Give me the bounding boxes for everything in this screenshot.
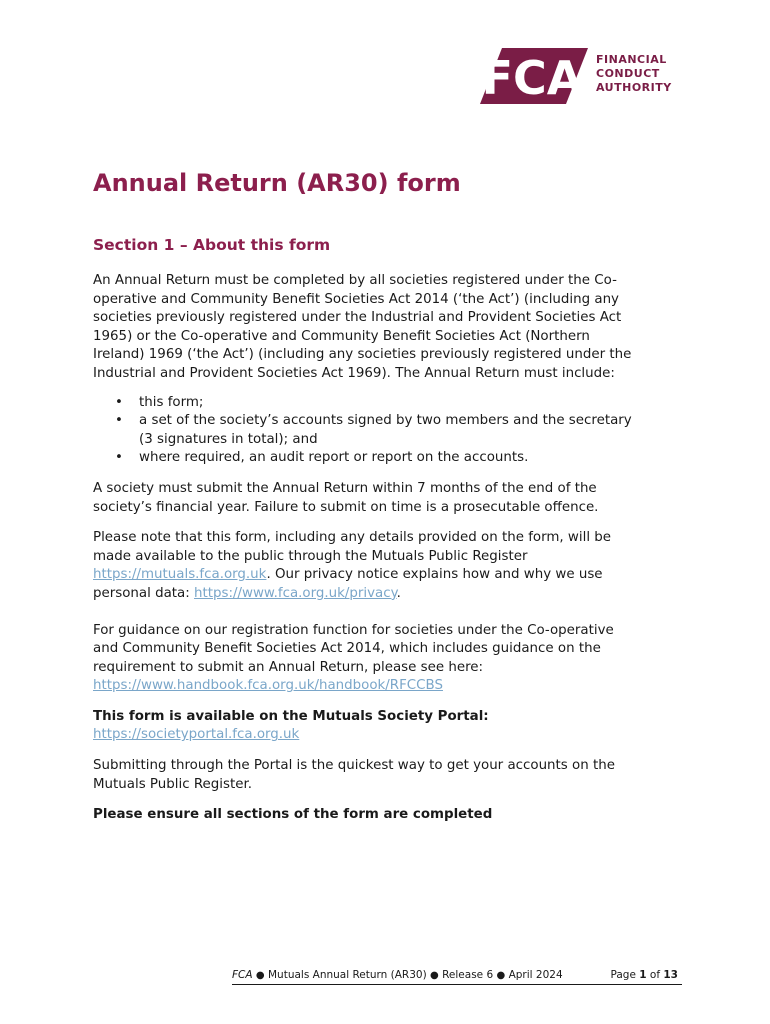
footer-separator-icon: ● — [496, 970, 506, 981]
page-footer — [232, 968, 682, 985]
logo-word-1: FINANCIAL — [596, 53, 667, 66]
note-line: made available to the public through the Mutuals Public Register — [93, 548, 528, 564]
ensure-text: Please ensure all sections of the form are completed — [93, 807, 493, 823]
fca-logo-mark-icon — [480, 48, 588, 104]
bullet-icon: • — [115, 450, 123, 466]
mutuals-register-link[interactable]: https://mutuals.fca.org.uk — [93, 567, 267, 583]
footer-date: April 2024 — [508, 969, 563, 981]
page-current: 1 — [639, 969, 647, 981]
portal-quickest-paragraph — [93, 757, 693, 794]
handbook-link[interactable]: https://www.handbook.fca.org.uk/handbook/RFCCBS — [93, 678, 443, 694]
note-text: . Our privacy notice explains how and why we use — [266, 567, 603, 583]
quick-line: Mutuals Public Register. — [93, 776, 252, 792]
page-title: Annual Return (AR30) form — [93, 169, 461, 197]
privacy-notice-link[interactable]: https://www.fca.org.uk/privacy — [194, 585, 397, 601]
guidance-line: and Community Benefit Societies Act 2014, which includes guidance on the — [93, 641, 601, 657]
public-register-paragraph — [93, 529, 693, 603]
portal-paragraph — [93, 708, 693, 745]
intro-line: An Annual Return must be completed by all societies registered under the Co- — [93, 273, 617, 288]
footer-doc-info — [232, 968, 563, 983]
note-line — [93, 566, 693, 585]
list-item-text: where required, an audit report or report on the accounts. — [139, 450, 529, 466]
list-item — [93, 449, 693, 468]
guidance-line — [93, 677, 693, 696]
intro-line: Ireland) 1969 (‘the Act’) (including any societies previously registered under the — [93, 347, 632, 363]
intro-line: Industrial and Provident Societies Act 1969). The Annual Return must include: — [93, 365, 615, 381]
guidance-line: For guidance on our registration function for societies under the Co-operative — [93, 622, 614, 638]
bullet-icon: • — [115, 413, 123, 429]
page-of: of — [649, 969, 661, 981]
note-text: . — [396, 585, 401, 601]
logo-word-2: CONDUCT — [596, 67, 660, 80]
logo-word-3: AUTHORITY — [596, 81, 672, 94]
portal-label: This form is available on the Mutuals Society Portal: — [93, 708, 489, 724]
requirements-list — [93, 394, 693, 468]
note-line: Please note that this form, including any details provided on the form, will be — [93, 530, 612, 546]
list-item — [93, 394, 693, 413]
note-line — [93, 585, 693, 604]
logo-wordmark — [596, 53, 672, 95]
footer-doc-name: Mutuals Annual Return (AR30) — [267, 969, 427, 981]
list-item-text: a set of the society’s accounts signed by two members and the secretary — [139, 413, 632, 429]
submit-line: A society must submit the Annual Return within 7 months of the end of the — [93, 480, 597, 496]
footer-org: FCA — [232, 969, 253, 981]
footer-separator-icon: ● — [430, 970, 439, 981]
intro-line: societies previously registered under the Industrial and Provident Societies Act — [93, 310, 622, 326]
footer-release: Release 6 — [442, 969, 494, 981]
page-total: 13 — [663, 969, 678, 981]
guidance-line: requirement to submit an Annual Return, please see here: — [93, 659, 484, 675]
ensure-complete-paragraph — [93, 806, 693, 825]
bullet-icon: • — [115, 394, 123, 410]
footer-separator-icon: ● — [255, 970, 265, 981]
list-item-text: this form; — [139, 394, 204, 410]
section-1-heading: Section 1 – About this form — [93, 236, 331, 254]
portal-line — [93, 726, 693, 745]
intro-line: 1965) or the Co-operative and Community Benefit Societies Act (Northern — [93, 328, 590, 344]
page-content — [93, 168, 693, 825]
submit-line: society’s financial year. Failure to submit on time is a prosecutable offence. — [93, 499, 599, 515]
footer-page-number — [610, 968, 678, 982]
submission-deadline-paragraph — [93, 480, 693, 517]
note-text: personal data: — [93, 585, 195, 601]
logo-mark-text: FCA — [481, 51, 583, 104]
list-item — [93, 412, 693, 449]
intro-line: operative and Community Benefit Societies Act 2014 (‘the Act’) (including any — [93, 291, 619, 307]
list-item-text: (3 signatures in total); and — [139, 431, 318, 447]
intro-paragraph — [93, 272, 693, 384]
page-label: Page — [610, 969, 636, 981]
guidance-paragraph — [93, 622, 693, 696]
quick-line: Submitting through the Portal is the quickest way to get your accounts on the — [93, 758, 615, 774]
society-portal-link[interactable]: https://societyportal.fca.org.uk — [93, 727, 300, 743]
